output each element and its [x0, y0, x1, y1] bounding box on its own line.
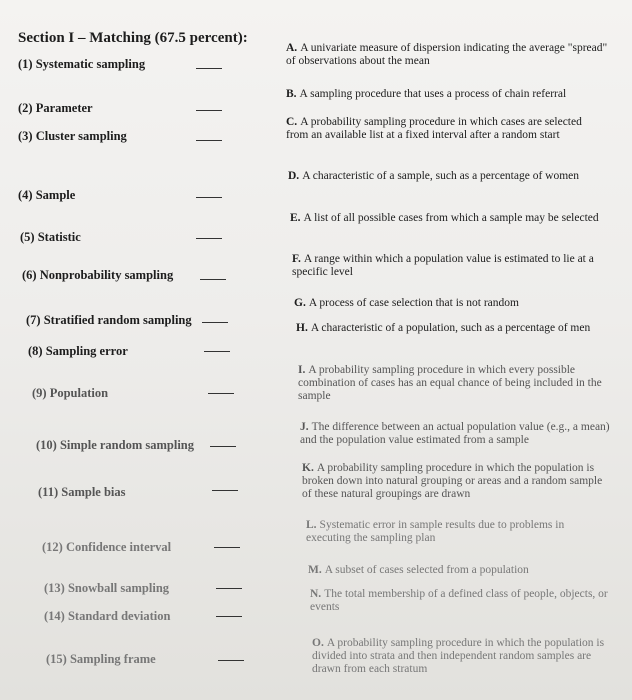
- definition-l: L. Systematic error in sample results due to problems in executing the sampling plan: [306, 519, 565, 544]
- term-6: (6) Nonprobability sampling: [22, 268, 174, 282]
- definition-m: M. A subset of cases selected from a population: [308, 564, 529, 576]
- term-13: (13) Snowball sampling: [44, 581, 170, 595]
- answer-blank-7[interactable]: [202, 322, 228, 323]
- answer-blank-4[interactable]: [196, 197, 222, 198]
- definition-e: E. A list of all possible cases from which a sample may be selected: [290, 212, 599, 224]
- term-14: (14) Standard deviation: [44, 609, 171, 623]
- term-3: (3) Cluster sampling: [18, 129, 127, 143]
- term-5: (5) Statistic: [20, 230, 81, 244]
- answer-blank-9[interactable]: [208, 393, 234, 394]
- term-4: (4) Sample: [18, 188, 76, 202]
- definition-o: O. A probability sampling procedure in which the population is divided into strata and then independent random samples are drawn from each stratum: [312, 637, 605, 675]
- answer-blank-15[interactable]: [218, 660, 244, 661]
- definition-j: J. The difference between an actual population value (e.g., a mean) and the population value estimated from a sample: [300, 421, 610, 446]
- definition-f: F. A range within which a population value is estimated to lie at a specific level: [292, 253, 594, 278]
- term-2: (2) Parameter: [18, 101, 93, 115]
- term-10: (10) Simple random sampling: [36, 438, 195, 452]
- definition-b: B. A sampling procedure that uses a process of chain referral: [286, 88, 567, 100]
- answer-blank-12[interactable]: [214, 547, 240, 548]
- answer-blank-14[interactable]: [216, 616, 242, 617]
- definition-a: A. A univariate measure of dispersion indicating the average "spread" of observations about the mean: [286, 42, 608, 67]
- answer-blank-13[interactable]: [216, 588, 242, 589]
- answer-blank-1[interactable]: [196, 68, 222, 69]
- term-12: (12) Confidence interval: [42, 540, 172, 554]
- answer-blank-3[interactable]: [196, 140, 222, 141]
- term-8: (8) Sampling error: [28, 344, 128, 358]
- term-7: (7) Stratified random sampling: [26, 313, 192, 327]
- section-title: Section I – Matching (67.5 percent):: [18, 30, 248, 46]
- answer-blank-5[interactable]: [196, 238, 222, 239]
- definition-c: C. A probability sampling procedure in which cases are selected from an available list at a fixed interval after a random start: [286, 116, 582, 141]
- answer-blank-8[interactable]: [204, 351, 230, 352]
- answer-blank-10[interactable]: [210, 446, 236, 447]
- term-9: (9) Population: [32, 386, 109, 400]
- definition-d: D. A characteristic of a sample, such as a percentage of women: [288, 170, 580, 182]
- answer-blank-11[interactable]: [212, 490, 238, 491]
- definition-h: H. A characteristic of a population, such as a percentage of men: [296, 322, 591, 334]
- term-11: (11) Sample bias: [38, 485, 126, 499]
- answer-blank-2[interactable]: [196, 110, 222, 111]
- definition-g: G. A process of case selection that is not random: [294, 297, 519, 309]
- definition-n: N. The total membership of a defined class of people, objects, or events: [310, 588, 608, 613]
- answer-blank-6[interactable]: [200, 279, 226, 280]
- term-1: (1) Systematic sampling: [18, 57, 146, 71]
- term-15: (15) Sampling frame: [46, 652, 156, 666]
- definition-i: I. A probability sampling procedure in which every possible combination of cases has an equal chance of being included in the sample: [298, 364, 602, 402]
- definition-k: K. A probability sampling procedure in which the population is broken down into natural grouping or areas and a random sample of these natural groupings are drawn: [302, 462, 603, 500]
